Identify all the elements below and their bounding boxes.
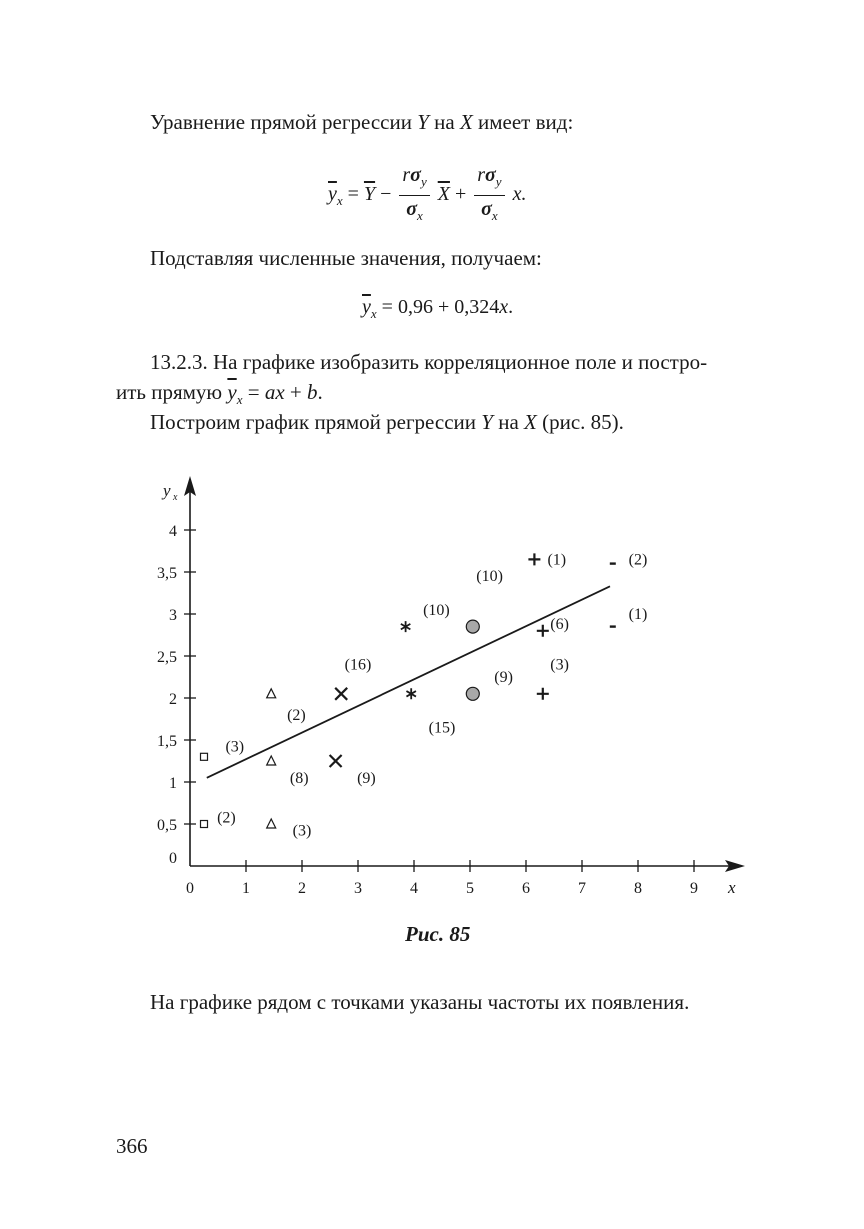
y-tick-label: 1,5 <box>157 733 177 750</box>
formula2-lhs-sub: x <box>370 306 377 321</box>
y-tick-label: 4 <box>169 523 177 540</box>
x-tick-label: 9 <box>690 880 698 897</box>
data-point-triangle <box>267 819 276 828</box>
text-fragment: на <box>428 110 460 134</box>
variable-Y: Y <box>481 410 493 434</box>
plus-marker-icon <box>537 688 549 700</box>
chart-ticks <box>157 523 698 897</box>
circle-marker-icon <box>466 620 479 633</box>
frequency-label: (9) <box>494 669 513 686</box>
data-point-star <box>406 688 416 699</box>
chart-frequency-labels <box>217 551 647 839</box>
frequency-label: (3) <box>550 656 569 674</box>
text-fragment: Построим график прямой регрессии <box>150 410 482 434</box>
square-marker-icon <box>201 821 208 828</box>
x-tick-label: 1 <box>242 880 250 897</box>
correlation-field-chart <box>0 470 864 930</box>
y-axis-label: y <box>163 481 171 500</box>
frequency-label: (2) <box>287 706 306 724</box>
frequency-label: (1) <box>628 606 648 623</box>
x-tick-label: 6 <box>522 880 530 897</box>
sub-y: y <box>420 174 427 189</box>
variable-Y: Y <box>417 110 429 134</box>
sub-x: x <box>417 208 423 223</box>
sub-x: x <box>491 208 498 223</box>
frequency-label: (9) <box>357 769 376 787</box>
frequency-label: (2) <box>628 551 648 569</box>
y-axis-label-subscript: x <box>173 492 178 503</box>
triangle-marker-icon <box>267 756 276 765</box>
paragraph-task-13-2-3-line1: 13.2.3. На графике изобразить корреляционное поле и постро- <box>150 350 708 374</box>
square-marker-icon <box>201 753 208 760</box>
data-point-cross <box>335 688 347 700</box>
formula-minus: − <box>380 183 392 206</box>
variable-ybar: $\overline{y}$ <box>227 380 237 404</box>
x-tick-label: 0 <box>186 880 194 897</box>
x-tick-label: 4 <box>410 880 418 897</box>
formula-lhs: $\overline{y}$ <box>328 183 337 206</box>
sub-y: y <box>495 174 502 189</box>
y-tick-label: 3,5 <box>157 565 177 582</box>
formula-tail: x. <box>512 183 527 206</box>
frequency-label: (1) <box>547 551 567 569</box>
fraction-1 <box>399 163 429 228</box>
data-point-square <box>201 753 208 760</box>
frequency-label: (3) <box>225 738 245 756</box>
variable-X: X <box>524 410 537 434</box>
x-tick-label: 8 <box>634 880 642 897</box>
symbol-r: r <box>477 164 486 186</box>
paragraph-regression-intro <box>150 108 573 136</box>
text-fragment: (рис. 85). <box>536 410 624 434</box>
formula2-lhs: $\overline{y}$ <box>362 296 371 318</box>
formula2-var: x <box>499 296 509 318</box>
paragraph-substituting: Подставляя численные значения, получаем: <box>150 246 542 270</box>
data-point-star <box>401 621 411 632</box>
cross-marker-icon <box>335 688 347 700</box>
symbol-sigma: σ <box>481 198 492 220</box>
y-tick-label: 3 <box>169 607 177 624</box>
star-marker-icon <box>406 688 416 699</box>
paragraph-frequencies-note: На графике рядом с точками указаны частоты их появления. <box>150 990 690 1014</box>
cross-marker-icon <box>330 755 342 767</box>
frequency-label: (3) <box>292 822 312 840</box>
x-tick-label: 3 <box>354 880 362 897</box>
chart-regression-line-group <box>207 586 610 778</box>
symbol-sigma: σ <box>410 164 421 186</box>
page-number: 366 <box>116 1134 148 1158</box>
frequency-label: (10) <box>476 568 503 586</box>
regression-line <box>207 586 610 778</box>
text-fragment: + <box>284 380 307 404</box>
y-tick-label: 0 <box>169 850 177 867</box>
x-tick-label: 7 <box>578 880 586 897</box>
variable-b: b <box>307 380 318 404</box>
y-tick-label: 2,5 <box>157 649 177 666</box>
frequency-label: (2) <box>217 809 236 827</box>
x-axis-label: x <box>728 878 736 897</box>
data-point-plus <box>537 625 549 637</box>
regression-equation-numeric <box>362 296 513 322</box>
plus-marker-icon <box>537 625 549 637</box>
fraction-2-denominator <box>474 196 504 228</box>
formula-Xbar: $\overline{X}$ <box>437 183 450 206</box>
data-point-triangle <box>267 756 276 765</box>
figure-caption: Рис. 85 <box>405 922 471 946</box>
symbol-sigma: σ <box>406 198 418 220</box>
data-point-plus <box>528 553 540 565</box>
data-point-triangle <box>267 689 276 698</box>
plus-marker-icon <box>528 553 540 565</box>
y-tick-label: 0,5 <box>157 817 177 834</box>
chart-points <box>201 553 616 828</box>
frequency-label: (16) <box>344 656 372 674</box>
x-tick-label: 5 <box>466 880 474 897</box>
data-point-circle <box>466 620 479 633</box>
y-tick-label: 1 <box>169 775 177 792</box>
frequency-label: (10) <box>423 601 450 619</box>
formula-lhs-sub: x <box>336 193 343 209</box>
sub-x: x <box>236 392 243 408</box>
paragraph-build-chart <box>150 408 624 436</box>
x-tick-label: 2 <box>298 880 306 897</box>
symbol-sigma: σ <box>485 164 496 186</box>
formula-plus: + <box>454 183 467 206</box>
text-fragment: . <box>317 380 323 404</box>
y-tick-label: 2 <box>169 691 177 708</box>
circle-marker-icon <box>466 687 479 700</box>
formula-Ybar: $\overline{Y}$ <box>363 183 376 206</box>
variable-ax: ax <box>264 380 285 404</box>
triangle-marker-icon <box>267 819 276 828</box>
fraction-1-denominator <box>399 196 429 228</box>
regression-equation-general <box>328 163 526 228</box>
text-fragment: ить прямую <box>116 380 228 404</box>
data-point-cross <box>330 755 342 767</box>
formula2-end: . <box>508 296 514 318</box>
fraction-1-numerator <box>399 163 429 196</box>
variable-X: X <box>459 110 473 134</box>
text-fragment: на <box>492 410 525 434</box>
triangle-marker-icon <box>267 689 276 698</box>
star-marker-icon <box>401 621 411 632</box>
text-fragment: Уравнение прямой регрессии <box>150 110 418 134</box>
data-point-square <box>201 821 208 828</box>
text-fragment: имеет вид: <box>472 110 574 134</box>
data-point-plus <box>537 688 549 700</box>
data-point-circle <box>466 687 479 700</box>
symbol-r: r <box>402 164 411 186</box>
chart-axes <box>161 476 745 897</box>
formula2-rhs: = 0,96 + 0,324 <box>381 296 500 318</box>
frequency-label: (6) <box>550 616 569 634</box>
frequency-label: (8) <box>289 769 309 787</box>
frequency-label: (15) <box>428 719 456 737</box>
fraction-2-numerator <box>474 163 504 196</box>
formula-equals: = <box>347 183 359 206</box>
fraction-2 <box>474 163 504 228</box>
text-fragment: = <box>242 380 265 404</box>
